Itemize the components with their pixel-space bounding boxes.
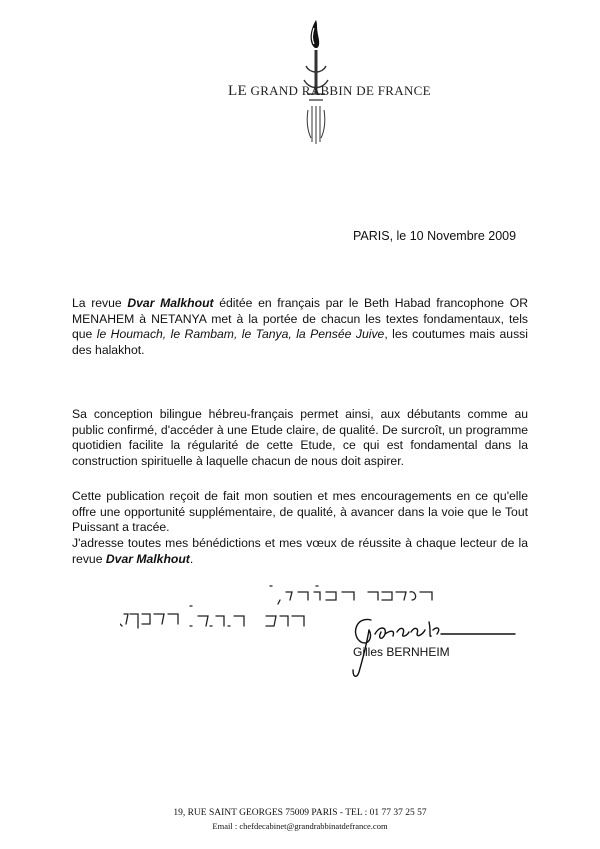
grand-rabbin-emblem (296, 14, 336, 146)
paragraph-1 (72, 296, 528, 358)
p4-text-1: J'adresse toutes mes bénédictions et mes vœux de réussite à chaque lecteur de la revue (72, 536, 528, 566)
p3-text: Cette publication reçoit de fait mon soutien et mes encouragements en ce qu'elle offre une opportunité supplémentaire, de qualité, à avancer dans la voie que le Tout Puissant a tracée. (72, 489, 528, 534)
p1-revue-name: Dvar Malkhout (127, 296, 214, 310)
footer-address: 19, RUE SAINT GEORGES 75009 PARIS - TEL : 01 77 37 25 57 (173, 808, 427, 818)
letterhead-word-rabbin: RABBIN (301, 83, 353, 98)
letterhead-word-grand: GRAND (250, 83, 299, 98)
letterhead-word-le: LE (228, 83, 247, 99)
p1-italic-list: le Houmach, le Rambam, le Tanya, la Pensée Juive (96, 327, 385, 341)
paragraph-2 (72, 407, 528, 469)
paragraph-4 (72, 536, 528, 567)
p1-text-3: , les coutumes mais aussi des halakhot. (72, 327, 528, 357)
letterhead-title (228, 83, 431, 100)
p1-text-2: éditée en français par le Beth Habad francophone OR MENAHEM à NETANYA met à la portée de chacun les textes fondamentaux, tels que (72, 296, 528, 341)
letterhead-word-de: DE (356, 83, 375, 98)
paragraph-3 (72, 489, 528, 536)
letter-date: PARIS, le 10 Novembre 2009 (353, 229, 517, 243)
letterhead-word-france: FRANCE (377, 83, 431, 98)
signer-name: Gilles BERNHEIM (353, 645, 450, 659)
p2-text: Sa conception bilingue hébreu-français permet ainsi, aux débutants comme au public confirmé, d'accéder à une Etude claire, de qualité. De surcroît, un programme quotidien facilite la régularité de cette Etude, ce qui est fondamental dans la construction spirituelle à laquelle chacun de nous doit aspirer. (72, 407, 528, 468)
p4-text-2: . (189, 551, 194, 566)
footer-email: Email : chefdecabinet@grandrabbinatdefrance.com (212, 821, 388, 831)
p1-text-1: La revue (72, 296, 128, 310)
p4-revue-name: Dvar Malkhout (105, 551, 190, 566)
